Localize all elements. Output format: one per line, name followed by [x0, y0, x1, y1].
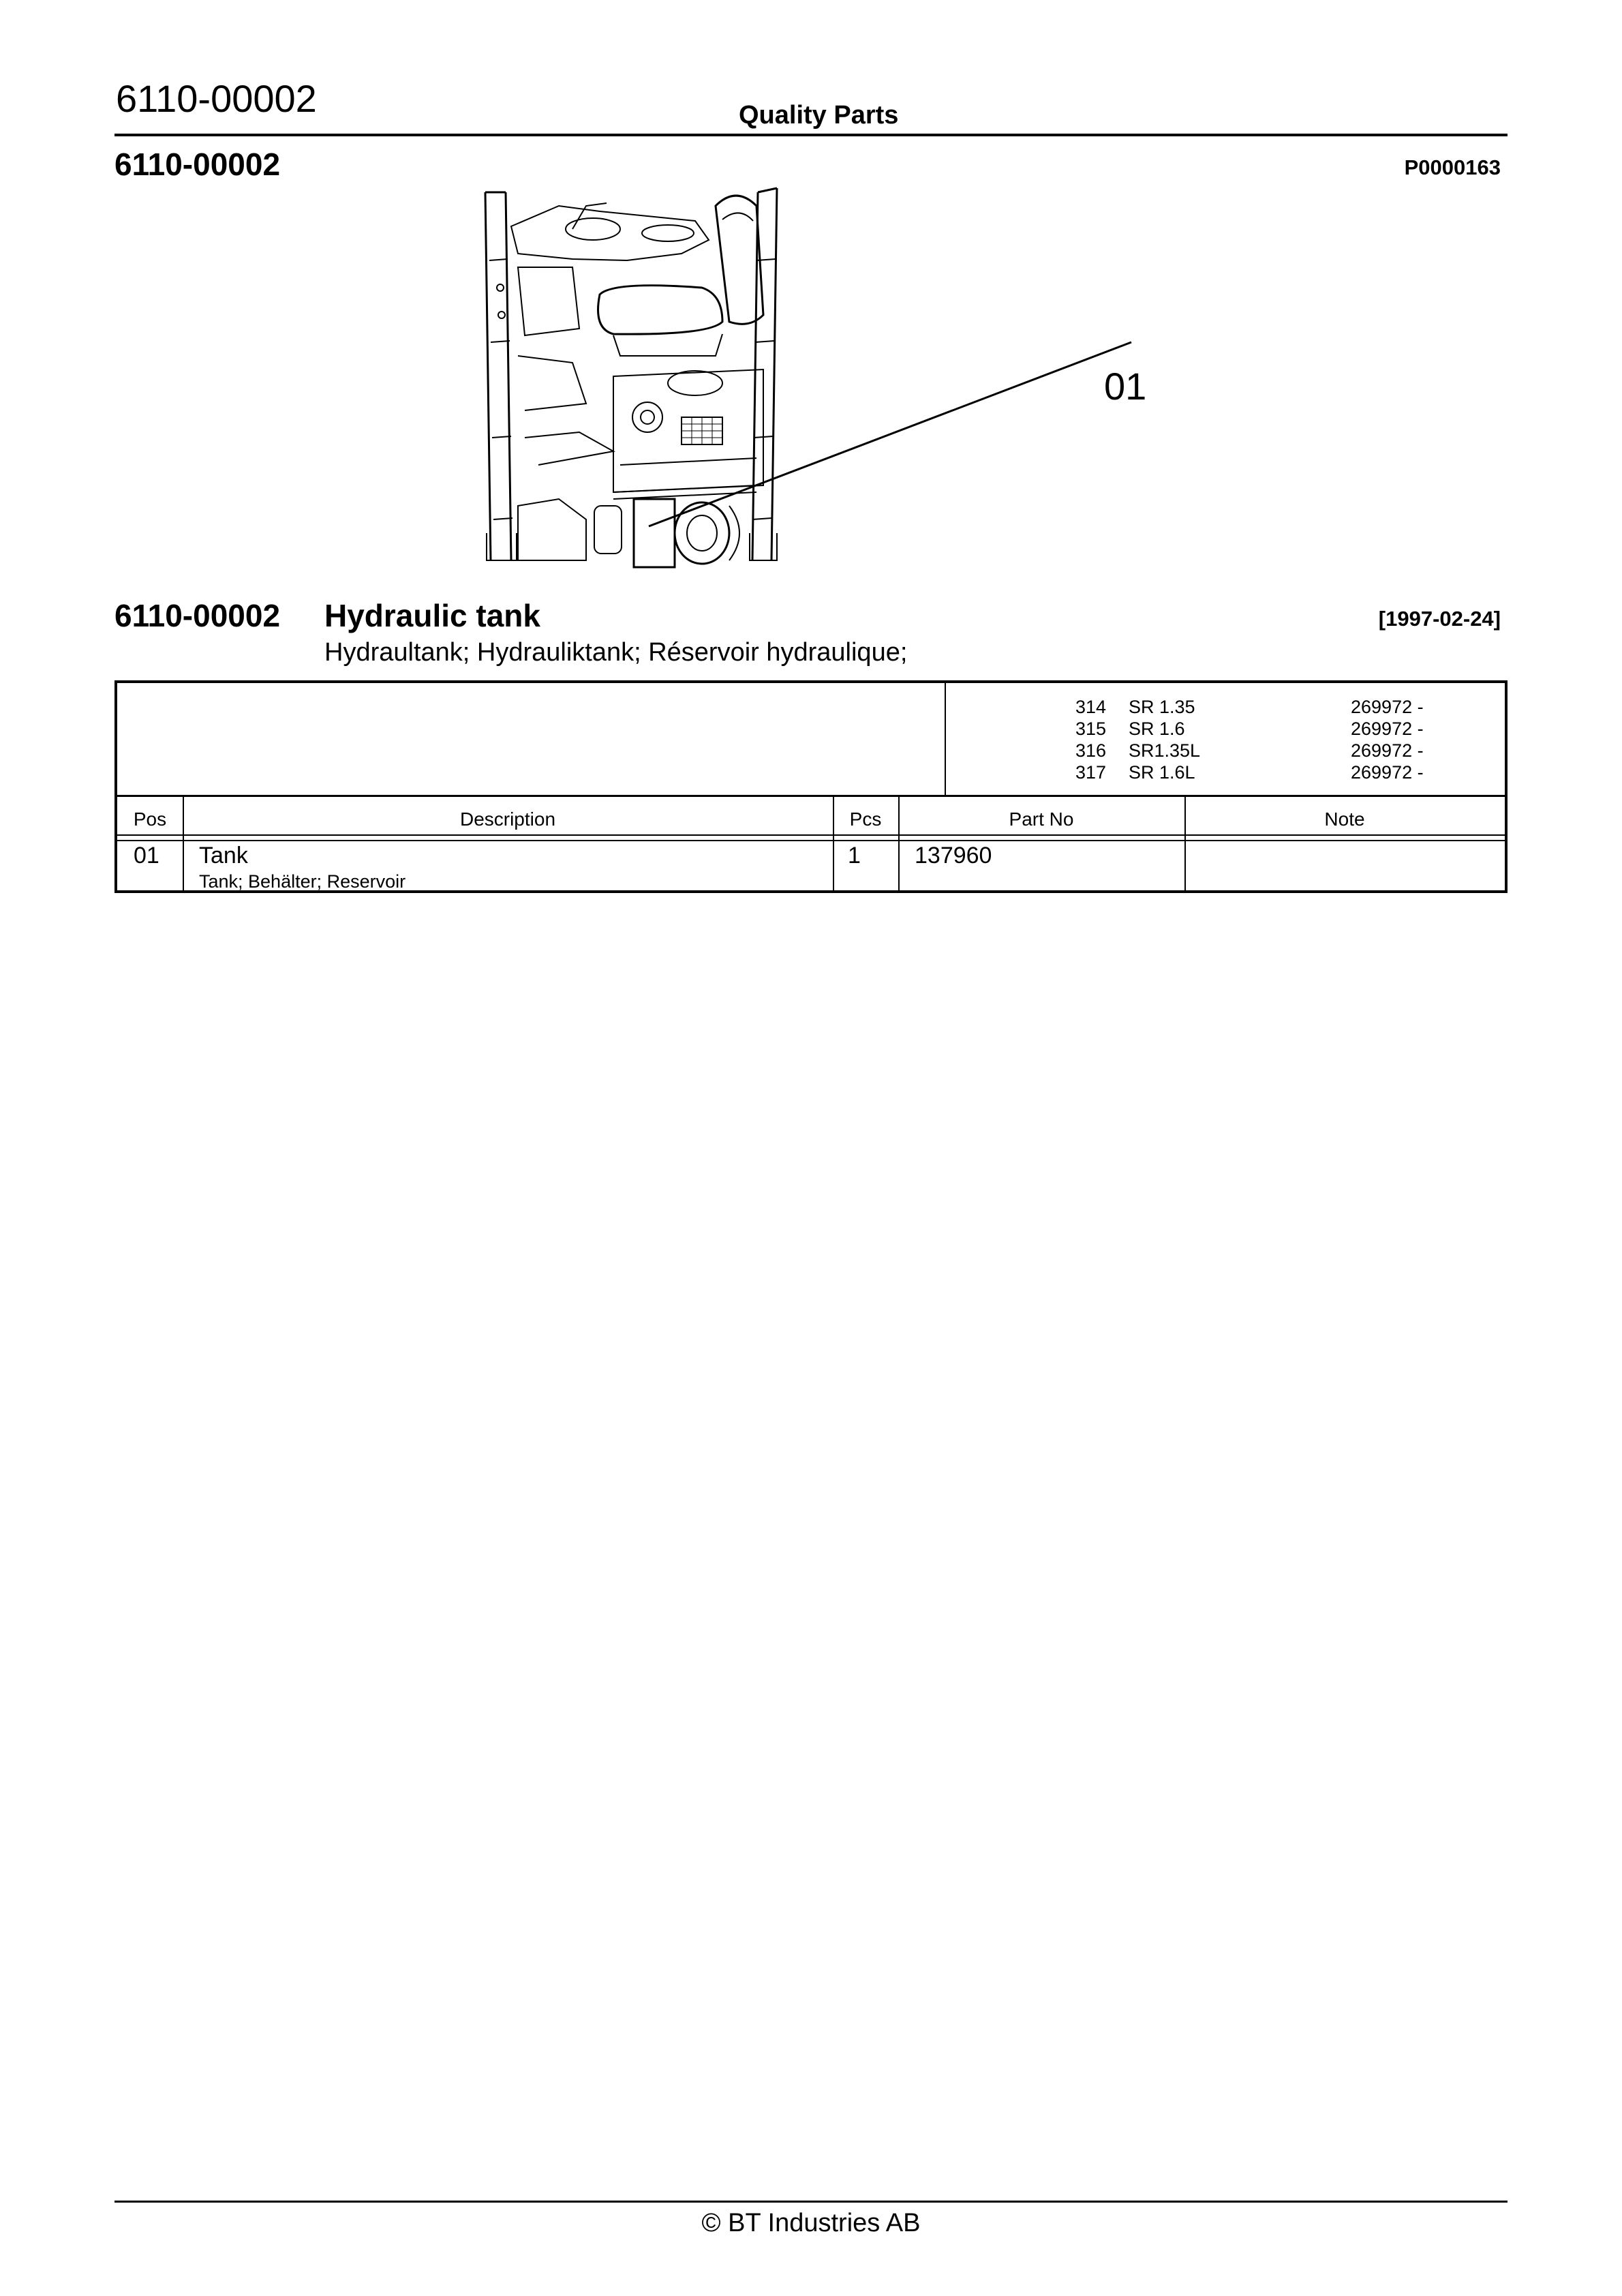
model-name: SR 1.6L — [1129, 762, 1195, 783]
doc-number-top: 6110-00002 — [116, 77, 317, 120]
header-title: Quality Parts — [739, 101, 899, 130]
col-divider — [183, 795, 184, 893]
header-rule-a — [117, 834, 1505, 836]
header-rule-b — [117, 840, 1505, 841]
header-note: Note — [1324, 809, 1365, 830]
model-serial: 269972 - — [1351, 740, 1424, 761]
row-description-translations: Tank; Behälter; Reservoir — [199, 871, 406, 892]
row-pos: 01 — [134, 843, 159, 868]
part-translations: Hydraultank; Hydrauliktank; Réservoir hydraulique; — [324, 638, 908, 667]
header-description: Description — [459, 809, 556, 830]
model-row — [1075, 719, 1471, 740]
col-divider — [898, 795, 900, 893]
row-description: Tank — [199, 843, 248, 868]
truck-illustration — [477, 179, 1159, 574]
header-divider — [114, 134, 1508, 136]
model-row — [1075, 697, 1471, 719]
model-serial: 269972 - — [1351, 762, 1424, 783]
part-number: 6110-00002 — [114, 598, 281, 633]
model-code: 314 — [1075, 697, 1107, 717]
header-pcs: Pcs — [849, 809, 882, 830]
copyright: © BT Industries AB — [701, 2209, 921, 2237]
model-serial: 269972 - — [1351, 697, 1424, 717]
part-title: Hydraulic tank — [324, 598, 540, 633]
parts-table — [114, 680, 1508, 893]
model-name: SR 1.6 — [1129, 719, 1185, 739]
model-row — [1075, 762, 1471, 784]
model-name: SR1.35L — [1129, 740, 1201, 761]
header-pos: Pos — [133, 809, 167, 830]
model-code: 316 — [1075, 740, 1107, 761]
table-divider — [117, 795, 1505, 797]
callout-label: 01 — [1104, 365, 1147, 408]
row-pcs: 1 — [848, 843, 861, 868]
col-divider — [1184, 795, 1186, 893]
part-date: [1997-02-24] — [1378, 607, 1501, 631]
header-part-no: Part No — [1009, 809, 1074, 830]
models-divider — [945, 683, 946, 795]
model-row — [1075, 740, 1471, 762]
model-serial: 269972 - — [1351, 719, 1424, 739]
section-number: 6110-00002 — [114, 147, 281, 182]
model-name: SR 1.35 — [1129, 697, 1195, 717]
col-divider — [833, 795, 834, 893]
picture-id: P0000163 — [1404, 155, 1501, 179]
footer-divider — [114, 2201, 1508, 2203]
model-code: 317 — [1075, 762, 1107, 783]
model-code: 315 — [1075, 719, 1107, 739]
row-part-no: 137960 — [915, 843, 992, 868]
